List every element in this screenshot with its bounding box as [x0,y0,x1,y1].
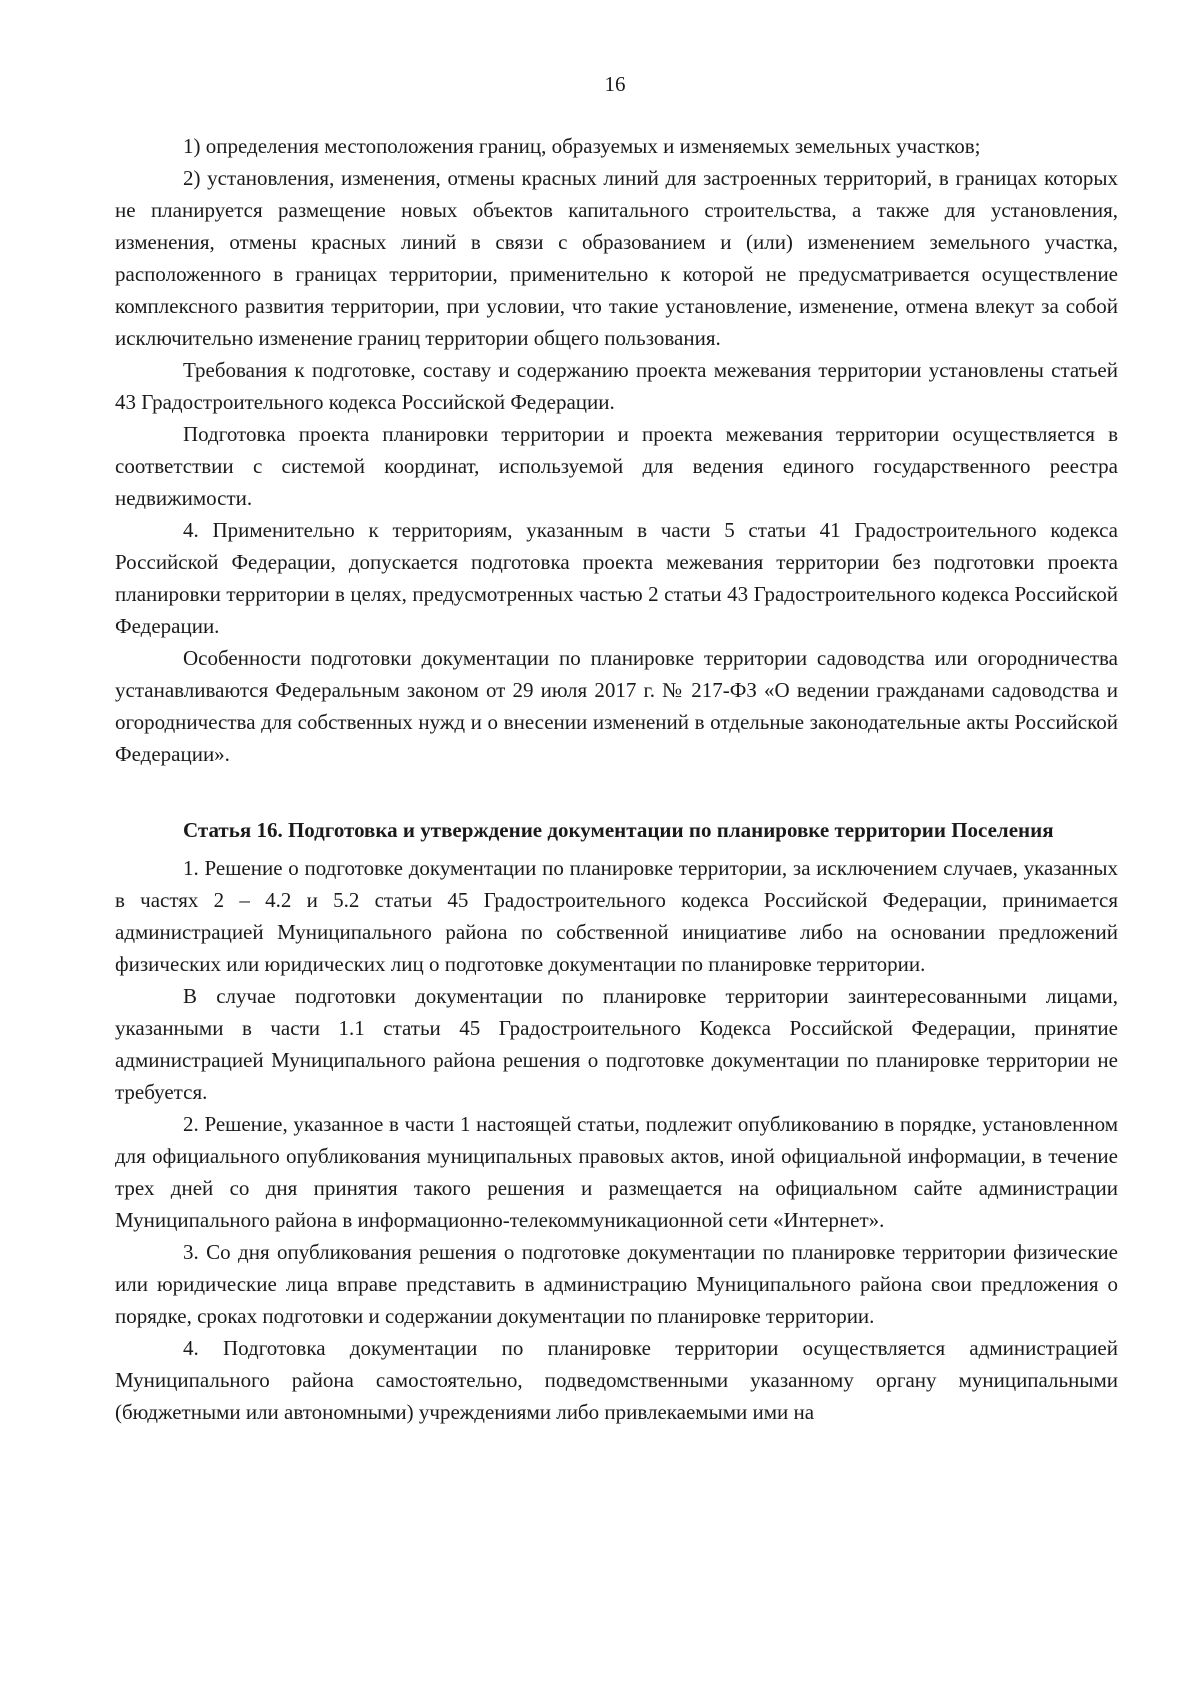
document-body [115,130,1118,1428]
paragraph-coordinates: Подготовка проекта планировки территории и проекта межевания территории осуществляется в соответствии с системой координат, используемой для ведения единого государственного реестра недвижимости. [115,422,1118,510]
article-paragraph-1: 1. Решение о подготовке документации по планировке территории, за исключением случаев, указанных в частях 2 – 4.2 и 5.2 статьи 45 Градостроительного кодекса Российской Федерации, принимается администрацией Муниципального района по собственной инициативе либо на основании предложений физических или юридических лиц о подготовке документации по планировке территории. [115,856,1118,976]
paragraph-item-2: 2) установления, изменения, отмены красных линий для застроенных территорий, в границах которых не планируется размещение новых объектов капитального строительства, а также для установления, изменения, отмены красных линий в связи с образованием и (или) изменением земельного участка, расположенного в границах территории, применительно к которой не предусматривается осуществление комплексного развития территории, при условии, что такие установление, изменение, отмена влекут за собой исключительно изменение границ территории общего пользования. [115,166,1118,350]
paragraph-item-1: 1) определения местоположения границ, образуемых и изменяемых земельных участков; [183,134,981,158]
paragraph-requirements: Требования к подготовке, составу и содержанию проекта межевания территории установлены статьей 43 Градостроительного кодекса Российской Федерации. [115,358,1118,414]
article-paragraph-3: 3. Со дня опубликования решения о подготовке документации по планировке территории физические или юридические лица вправе представить в администрацию Муниципального района свои предложения о порядке, сроках подготовки и содержании документации по планировке территории. [115,1240,1118,1328]
page-number: 16 [604,72,626,96]
article-heading: Статья 16. Подготовка и утверждение документации по планировке территории Поселения [183,818,1054,842]
article-paragraph-2: 2. Решение, указанное в части 1 настоящей статьи, подлежит опубликованию в порядке, установленном для официального опубликования муниципальных правовых актов, иной официальной информации, в течение трех дней со дня принятия такого решения и размещается на официальном сайте администрации Муниципального района в информационно-телекоммуникационной сети «Интернет». [115,1112,1118,1232]
article-paragraph-interested-parties: В случае подготовки документации по планировке территории заинтересованными лицами, указанными в части 1.1 статьи 45 Градостроительного Кодекса Российской Федерации, принятие администрацией Муниципального района решения о подготовке документации по планировке территории не требуется. [115,984,1118,1104]
paragraph-item-4: 4. Применительно к территориям, указанным в части 5 статьи 41 Градостроительного кодекса Российской Федерации, допускается подготовка проекта межевания территории без подготовки проекта планировки территории в целях, предусмотренных частью 2 статьи 43 Градостроительного кодекса Российской Федерации. [115,518,1118,638]
paragraph-gardening: Особенности подготовки документации по планировке территории садоводства или огородничества устанавливаются Федеральным законом от 29 июля 2017 г. № 217-ФЗ «О ведении гражданами садоводства и огородничества для собственных нужд и о внесении изменений в отдельные законодательные акты Российской Федерации». [115,646,1118,766]
article-paragraph-4: 4. Подготовка документации по планировке территории осуществляется администрацией Муниципального района самостоятельно, подведомственными указанному органу муниципальными (бюджетными или автономными) учреждениями либо привлекаемыми ими на [115,1336,1118,1424]
